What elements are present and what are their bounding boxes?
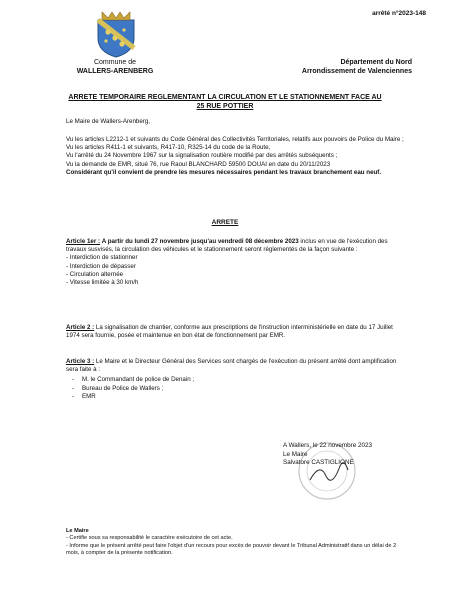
article-1-label: Article 1er : xyxy=(66,238,101,245)
preamble-block xyxy=(66,136,406,177)
considerant-line: Considérant qu'il convient de prendre les mesures nécessaires pendant les travaux branchement eau neuf. xyxy=(66,168,382,176)
article-3 xyxy=(66,358,406,401)
vu-line-2: Vu les articles R411-1 et suivants, R417-10, R325-14 du code de la Route, xyxy=(66,144,271,152)
article-1 xyxy=(66,238,406,287)
department-block xyxy=(262,58,412,76)
article-1-rest: inclus en vue de l'exécution des travaux susvisés, la circulation des véhicules et le stationnement seront réglementés de la façon suivante : xyxy=(66,238,388,254)
maire-line: Le Maire de Wallers-Arenberg, xyxy=(66,118,151,125)
signature-name: Salvatore CASTIGLIONE xyxy=(283,459,354,466)
signature-role: Le Maire xyxy=(283,450,308,458)
vu-line-3: Vu l'arrêté du 24 Novembre 1967 sur la signalisation routière modifié par des arrêtés subséquents ; xyxy=(66,152,338,160)
article-2 xyxy=(66,324,406,340)
article-1-text xyxy=(66,238,406,254)
footer-line-2: - Informe que le présent arrêté peut faire l'objet d'un recours pour excès de pouvoir devant le Tribunal Administratif dans un délai de 2 mois, à compter de la présente notification. xyxy=(66,542,397,557)
recipient-item: - EMR xyxy=(66,393,406,401)
footer-line-1: - Certifie sous sa responsabilité le caractère exécutoire de cet acte. xyxy=(66,535,233,542)
vu-line-1: Vu les articles L2212-1 et suivants du Code Général des Collectivités Territoriales, relatifs aux pouvoirs de Police du Maire ; xyxy=(66,136,404,143)
commune-block xyxy=(60,58,170,76)
article-1-item: - Interdiction de dépasser xyxy=(66,262,136,270)
footer-notice xyxy=(66,528,406,558)
vu-line-4: Vu la demande de EMR, situé 76, rue Raoul BLANCHARD 59500 DOUAI en date du 20/11/2023 xyxy=(66,160,331,168)
article-1-dates: A partir du lundi 27 novembre jusqu'au vendredi 08 décembre 2023 xyxy=(101,238,299,245)
article-2-text: La signalisation de chantier, conforme aux prescriptions de l'instruction interministérielle en date du 17 Juillet 1974 sera fournie, posée et maintenue en bon état de fonctionnement par EMR. xyxy=(66,324,393,340)
arrete-reference: arrêté n°2023-148 xyxy=(372,10,426,17)
article-2-label: Article 2 : xyxy=(66,324,95,331)
footer-lead: Le Maire xyxy=(66,528,89,534)
signature-block xyxy=(283,442,413,468)
arrete-heading: ARRETE xyxy=(211,219,239,226)
recipient-item: - Bureau de Police de Wallers ; xyxy=(66,385,406,393)
department-name: Département du Nord xyxy=(340,59,412,66)
recipient-list xyxy=(66,376,406,401)
title-line-1: ARRETE TEMPORAIRE REGLEMENTANT LA CIRCULATION ET LE STATIONNEMENT FACE AU xyxy=(68,94,382,101)
document-title xyxy=(60,93,390,111)
article-3-text: Le Maire et le Directeur Général des Services sont chargés de l'exécution du présent arrêté dont amplification sera faite à : xyxy=(66,358,397,374)
coat-of-arms-icon xyxy=(94,8,138,58)
arrondissement-name: Arrondissement de Valenciennes xyxy=(301,68,412,75)
signature-place-date: A Wallers, le 22 novembre 2023 xyxy=(283,442,373,449)
article-1-item: - Circulation alternée xyxy=(66,270,124,278)
article-1-item: - Interdiction de stationner xyxy=(66,254,138,262)
title-line-2: 25 RUE POTTIER xyxy=(196,103,254,110)
article-1-item: - Vitesse limitée à 30 km/h xyxy=(66,279,139,287)
commune-name: WALLERS-ARENBERG xyxy=(76,68,154,75)
commune-label: Commune de xyxy=(93,59,137,66)
article-3-label: Article 3 : xyxy=(66,358,95,365)
recipient-item: - M. le Commandant de police de Denain ; xyxy=(66,376,406,384)
